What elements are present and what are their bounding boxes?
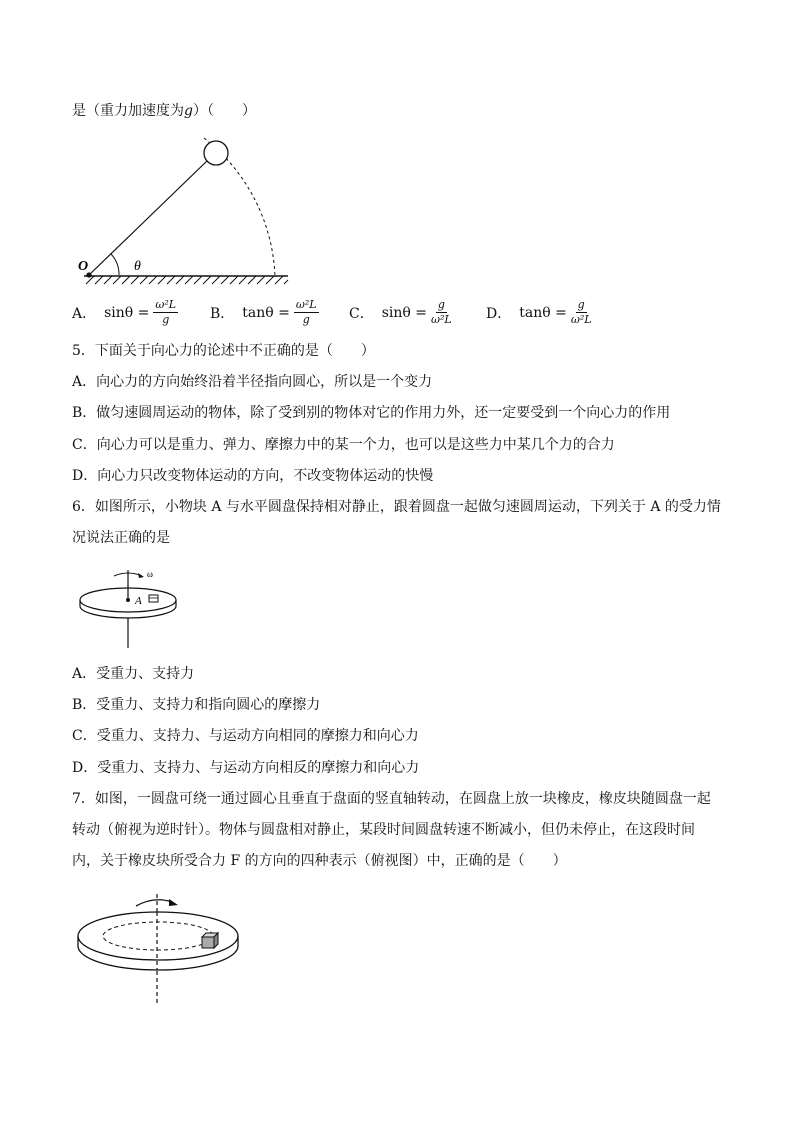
ball bbox=[204, 141, 228, 165]
q4-g-symbol: g bbox=[184, 103, 193, 119]
option-fraction bbox=[153, 298, 178, 327]
fraction-numerator: ω²L bbox=[295, 298, 317, 311]
q4-figure bbox=[72, 132, 302, 292]
rotation-arrow bbox=[136, 900, 172, 906]
q6-option-d[interactable]: D．受重力、支持力、与运动方向相反的摩擦力和向心力 bbox=[72, 760, 420, 776]
point-o-label: O bbox=[78, 259, 89, 274]
q6-option-b[interactable]: B．受重力、支持力和指向圆心的摩擦力 bbox=[72, 697, 321, 713]
q6-figure bbox=[72, 566, 192, 652]
q5-option-d[interactable]: D．向心力只改变物体运动的方向，不改变物体运动的快慢 bbox=[72, 468, 434, 484]
angle-arc bbox=[111, 254, 119, 275]
q6-stem-line2: 况说法正确的是 bbox=[72, 530, 170, 546]
option-function: sinθ = bbox=[381, 304, 428, 321]
q4-option-c[interactable] bbox=[349, 298, 452, 327]
option-function: tanθ = bbox=[242, 304, 290, 321]
option-fraction bbox=[431, 298, 452, 327]
option-letter: C． bbox=[349, 305, 374, 322]
fraction-denominator: g bbox=[162, 313, 170, 326]
theta-label: θ bbox=[134, 259, 141, 274]
fraction-denominator: ω²L bbox=[570, 313, 592, 326]
q4-option-d[interactable] bbox=[486, 298, 592, 327]
ground-hatching bbox=[86, 276, 288, 284]
eraser-front bbox=[202, 937, 214, 948]
rotation-arrowhead bbox=[138, 573, 144, 578]
block-a bbox=[149, 595, 158, 602]
option-letter: A． bbox=[72, 305, 97, 322]
rod bbox=[89, 160, 208, 275]
q4-option-b[interactable] bbox=[210, 298, 319, 327]
fraction-denominator: g bbox=[302, 313, 310, 326]
q4-stem bbox=[72, 101, 256, 121]
q6-option-c[interactable]: C．受重力、支持力、与运动方向相同的摩擦力和向心力 bbox=[72, 728, 419, 744]
q7-stem-line2: 转动（俯视为逆时针）。物体与圆盘相对静止，某段时间圆盘转速不断减小，但仍未停止，在这段时间 bbox=[72, 822, 695, 838]
option-letter: D． bbox=[486, 305, 512, 322]
q4-options bbox=[72, 298, 692, 338]
option-fraction bbox=[571, 298, 592, 327]
option-function: sinθ = bbox=[104, 304, 150, 321]
fraction-denominator: ω²L bbox=[431, 313, 452, 326]
q5-stem: 5．下面关于向心力的论述中不正确的是（ ） bbox=[72, 343, 375, 359]
q6-stem-line1: 6．如图所示，小物块 A 与水平圆盘保持相对静止，跟着圆盘一起做匀速圆周运动，下列关于 A 的受力情 bbox=[72, 499, 721, 515]
q7-stem-line1: 7．如图，一圆盘可绕一通过圆心且垂直于盘面的竖直轴转动，在圆盘上放一块橡皮，橡皮块随圆盘一起 bbox=[72, 791, 711, 807]
block-label: A bbox=[135, 595, 142, 607]
q7-stem-line3: 内，关于橡皮块所受合力 F 的方向的四种表示（俯视图）中，正确的是（ ） bbox=[72, 853, 567, 869]
q4-stem-text: 是（重力加速度为 bbox=[72, 103, 184, 119]
fraction-numerator: g bbox=[437, 298, 445, 311]
option-fraction bbox=[294, 298, 319, 327]
option-function: tanθ = bbox=[519, 304, 567, 321]
q6-option-a[interactable]: A．受重力、支持力 bbox=[72, 666, 195, 682]
q7-figure bbox=[72, 890, 248, 1008]
fraction-numerator: ω²L bbox=[155, 298, 177, 311]
q5-option-b[interactable]: B．做匀速圆周运动的物体，除了受到别的物体对它的作用力外，还一定要受到一个向心力的作用 bbox=[72, 405, 671, 421]
center-dot bbox=[126, 598, 130, 602]
q5-option-c[interactable]: C．向心力可以是重力、弹力、摩擦力中的某一个力，也可以是这些力中某几个力的合力 bbox=[72, 437, 615, 453]
omega-label: ω bbox=[147, 569, 153, 579]
option-letter: B． bbox=[210, 305, 235, 322]
q5-option-a[interactable]: A．向心力的方向始终沿着半径指向圆心，所以是一个变力 bbox=[72, 374, 433, 390]
fraction-numerator: g bbox=[577, 298, 585, 311]
rotation-arrowhead bbox=[169, 899, 178, 906]
q4-option-a[interactable] bbox=[72, 298, 178, 327]
q4-stem-end: ）（ ） bbox=[192, 103, 256, 119]
